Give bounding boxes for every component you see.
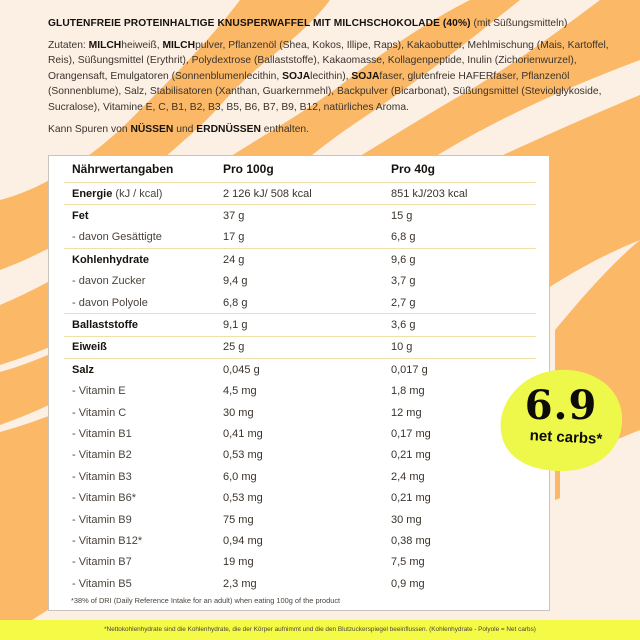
value-per-100g: 2 126 kJ/ 508 kcal xyxy=(223,183,391,205)
table-header-row xyxy=(64,156,536,183)
value-per-40g: 15 g xyxy=(391,210,413,223)
value-per-100g: 19 mg xyxy=(223,556,254,569)
nutrient-name: Eiweiß xyxy=(72,341,107,354)
nutrient-label xyxy=(64,183,223,205)
table-row xyxy=(64,314,536,336)
product-title-suffix: (mit Süßungsmitteln) xyxy=(470,18,568,29)
table-row xyxy=(64,552,536,573)
value-per-100g: 75 mg xyxy=(223,513,254,526)
value-per-40g: 12 mg xyxy=(391,406,422,419)
value-per-40g: 0,21 mg xyxy=(391,449,431,462)
nutrient-name: - Vitamin B3 xyxy=(72,470,132,483)
value-per-100g: 0,41 mg xyxy=(223,427,263,440)
ingredient-text: faser, glutenfreie HAFERfaser, Pflanzenöl (Sonnenblume), Salz, Stabilisatoren (Xanthan, Guarkernmehl), Backpulver (Bicarbonat), Süßungsmittel (Steviolglykoside, Sucralose), Vitamine E, C, B1, B2, B3, B5, B6, B7, B9, B12, natürliches Aroma. xyxy=(48,70,602,113)
ingredients-text xyxy=(48,38,618,116)
value-per-40g: 2,4 mg xyxy=(391,470,425,483)
nutrient-label xyxy=(64,292,223,314)
value-per-100g: 0,53 mg xyxy=(223,492,263,505)
dri-footnote: *38% of DRI (Daily Reference Intake for an adult) when eating 100g of the product xyxy=(71,596,341,605)
product-title xyxy=(48,16,618,32)
nutrient-name: Kohlenhydrate xyxy=(72,253,150,266)
value-per-100g: 0,045 g xyxy=(223,363,260,376)
allergen-warning xyxy=(48,122,618,138)
table-row xyxy=(64,205,536,227)
allergen-prefix: Kann Spuren von xyxy=(48,124,131,135)
nutrient-label xyxy=(64,466,223,487)
value-per-100g: 6,8 g xyxy=(223,292,391,314)
nutrient-name: Fet xyxy=(72,210,89,223)
table-row xyxy=(64,466,536,487)
nutrient-name: - Vitamin C xyxy=(72,406,127,419)
nutrition-table xyxy=(64,156,536,594)
ingredients-label: Zutaten: xyxy=(48,39,89,51)
table-row xyxy=(64,292,536,314)
nutrient-label xyxy=(64,530,223,551)
allergen-nuts: NÜSSEN xyxy=(130,124,174,135)
nutrient-label xyxy=(64,487,223,508)
nutrient-label xyxy=(64,227,223,249)
nutrient-label xyxy=(64,573,223,594)
allergen-suffix: enthalten. xyxy=(260,124,310,135)
nutrient-name: - Vitamin B12* xyxy=(72,534,143,547)
value-per-100g: 0,94 mg xyxy=(223,534,263,547)
nutrient-name: Energie xyxy=(72,187,113,200)
value-per-40g: 0,9 mg xyxy=(391,577,425,590)
table-row xyxy=(64,445,536,466)
value-per-40g: 30 mg xyxy=(391,513,422,526)
net-carbs-value: 6.9 xyxy=(524,382,598,429)
nutrient-label xyxy=(64,314,223,336)
value-per-100g: 9,4 g xyxy=(223,275,248,288)
value-per-40g: 3,7 g xyxy=(391,275,416,288)
ingredient-text: heiweiß, xyxy=(121,39,163,51)
nutrient-label xyxy=(64,249,223,271)
value-per-40g: 0,17 mg xyxy=(391,427,431,440)
ingredient-allergen: MILCH xyxy=(88,39,122,51)
value-per-40g: 9,6 g xyxy=(391,253,416,266)
table-row xyxy=(64,530,536,551)
ingredient-allergen: SOJA xyxy=(282,70,311,82)
value-per-40g: 0,38 mg xyxy=(391,534,431,547)
table-row xyxy=(64,227,536,249)
nutrient-name: - Vitamin B2 xyxy=(72,449,132,462)
value-per-100g: 24 g xyxy=(223,253,245,266)
value-per-100g: 37 g xyxy=(223,210,245,223)
value-per-40g: 7,5 mg xyxy=(391,556,425,569)
nutrient-name: - Vitamin B9 xyxy=(72,513,132,526)
ingredient-text: lecithin), xyxy=(310,70,352,82)
table-row xyxy=(64,509,536,530)
nutrient-label xyxy=(64,271,223,292)
nutrient-label xyxy=(64,445,223,466)
net-carbs-footnote: *Nettokohlenhydrate sind die Kohlenhydrate, die der Körper aufnimmt und die den Blutzuckerspiegel beeinflussen. (Kohlenhydrate - Polyole = Net carbs) xyxy=(0,620,640,640)
header-nutrient: Nährwertangaben xyxy=(64,156,223,183)
nutrient-label xyxy=(64,552,223,573)
nutrient-name: - Vitamin E xyxy=(72,385,126,398)
nutrient-label xyxy=(64,509,223,530)
table-row xyxy=(64,381,536,402)
nutrient-name: - Vitamin B1 xyxy=(72,427,132,440)
allergen-peanuts: ERDNÜSSEN xyxy=(196,124,261,135)
nutrient-name: - davon Gesättigte xyxy=(72,231,162,244)
value-per-40g: 6,8 g xyxy=(391,227,536,249)
value-per-40g: 1,8 mg xyxy=(391,385,425,398)
table-row xyxy=(64,271,536,292)
nutrient-name: - davon Polyole xyxy=(72,296,148,309)
ingredient-allergen: MILCH xyxy=(162,39,196,51)
value-per-100g: 9,1 g xyxy=(223,314,391,336)
value-per-100g: 4,5 mg xyxy=(223,385,257,398)
value-per-100g: 25 g xyxy=(223,336,391,358)
allergen-middle: und xyxy=(173,124,197,135)
table-row xyxy=(64,487,536,508)
nutrient-name: - Vitamin B7 xyxy=(72,556,132,569)
nutrient-name: Ballaststoffe xyxy=(72,319,139,332)
net-carbs-label: net carbs* xyxy=(529,427,603,448)
value-per-40g: 851 kJ/203 kcal xyxy=(391,183,536,205)
value-per-40g: 3,6 g xyxy=(391,314,536,336)
table-row xyxy=(64,402,536,423)
ingredient-allergen: SOJA xyxy=(351,70,380,82)
value-per-40g: 0,21 mg xyxy=(391,492,431,505)
table-row xyxy=(64,249,536,271)
header-per-100g: Pro 100g xyxy=(223,156,391,183)
table-row xyxy=(64,183,536,205)
value-per-100g: 30 mg xyxy=(223,406,254,419)
product-info xyxy=(48,16,618,138)
nutrient-label xyxy=(64,336,223,358)
value-per-100g: 2,3 mg xyxy=(223,577,257,590)
nutrient-name: - Vitamin B5 xyxy=(72,577,132,590)
nutrient-name: - Vitamin B6* xyxy=(72,492,136,505)
nutrient-unit-hint: (kJ / kcal) xyxy=(112,187,163,200)
product-title-bold: GLUTENFREIE PROTEINHALTIGE KNUSPERWAFFEL MIT MILCHSCHOKOLADE (40%) xyxy=(48,18,471,29)
nutrition-table-body xyxy=(64,183,536,595)
header-per-40g: Pro 40g xyxy=(391,156,536,183)
nutrient-name: Salz xyxy=(72,363,95,376)
table-row xyxy=(64,573,536,594)
nutrient-label xyxy=(64,423,223,444)
value-per-40g: 0,017 g xyxy=(391,363,428,376)
nutrient-label xyxy=(64,381,223,402)
nutrition-panel xyxy=(48,155,550,611)
value-per-100g: 0,53 mg xyxy=(223,449,263,462)
table-row xyxy=(64,359,536,381)
nutrient-label xyxy=(64,359,223,381)
nutrient-label xyxy=(64,402,223,423)
nutrient-name: - davon Zucker xyxy=(72,275,146,288)
value-per-100g: 6,0 mg xyxy=(223,470,257,483)
value-per-40g: 2,7 g xyxy=(391,292,536,314)
ingredient-text: pulver, Pflanzenöl (Shea, Kokos, Illipe, Raps), Kakaobutter, Mehlmischung (Mais, Kartoffel, Reis), Süßungsmittel (Erythrit), Polydextrose (Ballaststoffe), Kakaomasse, Kollagenpeptide, Inulin (Zichorienwurzel), Orangensaft, Emulgatoren (Sonnenblumenlecithin, xyxy=(48,39,609,82)
nutrient-label xyxy=(64,205,223,227)
table-row xyxy=(64,423,536,444)
net-carbs-badge xyxy=(499,368,623,472)
table-row xyxy=(64,336,536,358)
value-per-100g: 17 g xyxy=(223,227,391,249)
value-per-40g: 10 g xyxy=(391,336,536,358)
